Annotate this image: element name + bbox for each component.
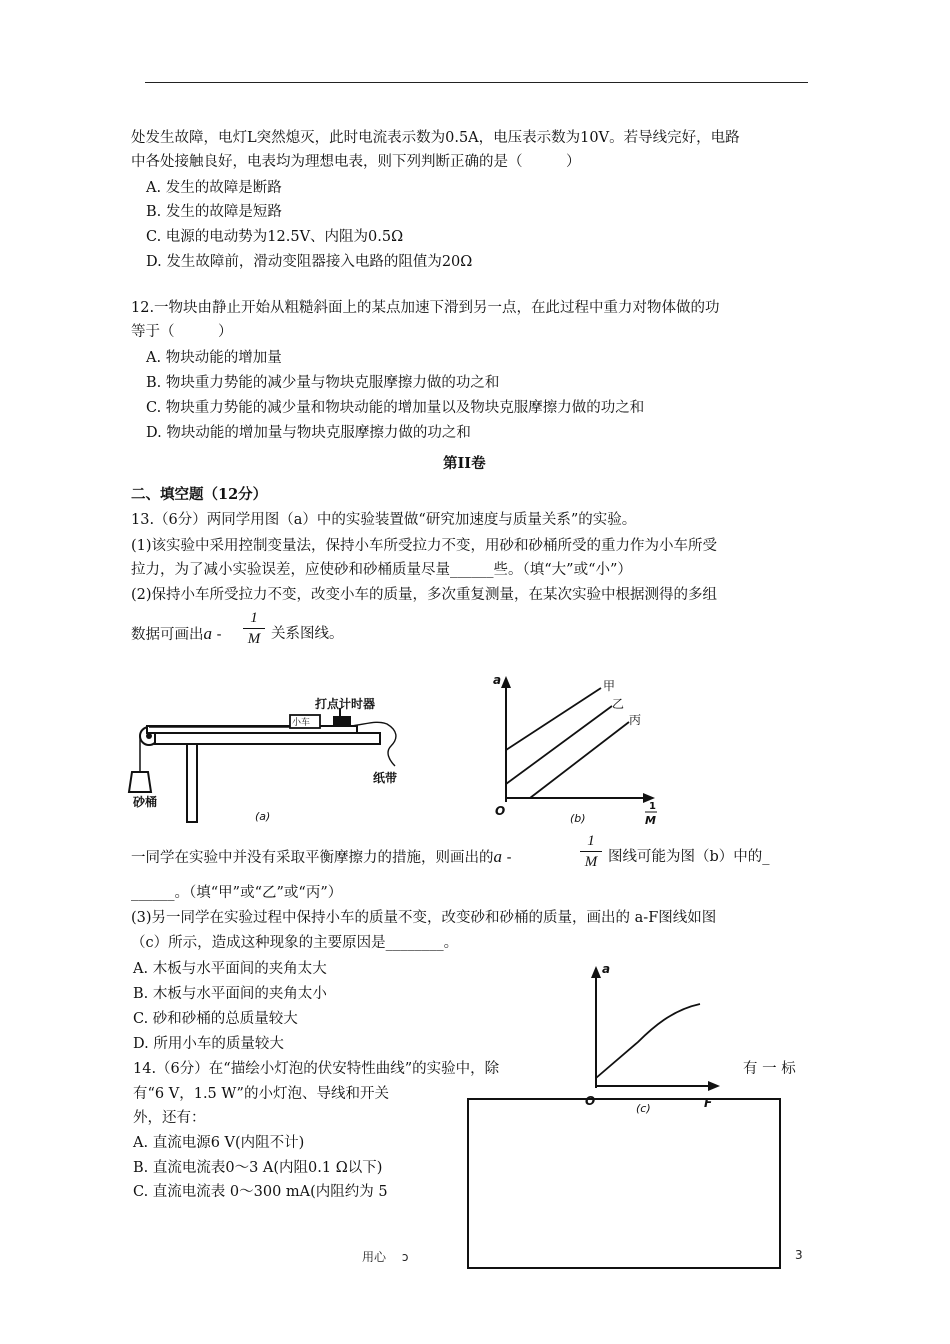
b-label-jia: 甲 — [603, 679, 616, 693]
figure-c-graph — [580, 960, 740, 1120]
q13-option-c: C. 砂和砂桶的总质量较大 — [133, 1011, 298, 1027]
volume-title: 第II卷 — [443, 455, 486, 472]
fraction2-denominator: M — [584, 854, 598, 870]
q13-line5-pre: 数据可画出 — [131, 627, 204, 643]
dash: - — [212, 627, 222, 643]
q12-option-c: C. 物块重力势能的减少量和物块动能的增加量以及物块克服摩擦力做的功之和 — [146, 400, 645, 416]
figure-a-caption: (a) — [255, 810, 271, 823]
q13-line7: ______。（填“甲”或“乙”或“丙”） — [131, 885, 343, 901]
c-x-label: F — [704, 1096, 713, 1110]
b-label-yi: 乙 — [612, 697, 625, 711]
q13-line3: 拉力，为了减小实验误差，应使砂和砂桶质量尽量______些。（填“大”或“小”） — [131, 562, 632, 578]
fraction2-numerator: 1 — [587, 833, 595, 849]
c-origin-label: O — [585, 1094, 596, 1108]
figure-a-tape-label: 纸带 — [373, 771, 398, 785]
fraction-1-over-m — [243, 609, 265, 648]
figure-a-timer-label: 打点计时器 — [315, 697, 376, 711]
q11-option-c: C. 电源的电动势为12.5V、内阻为0.5Ω — [146, 229, 404, 245]
q14-line1: 14.（6分）在“描绘小灯泡的伏安特性曲线”的实验中，除 — [133, 1061, 500, 1077]
c-x-arrow — [708, 1081, 720, 1091]
q14-option-a: A. 直流电源6 V(内阻不计) — [133, 1135, 305, 1151]
footer-text: 用心 ɔ — [362, 1250, 409, 1264]
c-y-arrow — [591, 966, 601, 978]
figure-a-cart-label: 小车 — [292, 718, 311, 728]
q12-option-a: A. 物块动能的增加量 — [146, 350, 282, 366]
q11-line2: 中各处接触良好，电表均为理想电表，则下列判断正确的是（ ） — [131, 154, 581, 170]
b-label-bing: 丙 — [629, 713, 642, 727]
b-origin-label: O — [495, 804, 506, 818]
q13-line5 — [131, 624, 222, 645]
q11-option-d: D. 发生故障前，滑动变阻器接入电路的阻值为20Ω — [146, 254, 473, 270]
q14-line1-right: 有 一 标 — [743, 1061, 796, 1077]
b-line-jia — [506, 688, 601, 750]
header-rule — [145, 82, 808, 83]
c-y-label: a — [602, 962, 611, 976]
b-y-label: a — [493, 673, 502, 687]
c-caption: (c) — [636, 1102, 651, 1115]
sand-bucket — [129, 772, 151, 792]
q12-line2: 等于（ ） — [131, 324, 233, 340]
q13-option-b: B. 木板与水平面间的夹角太小 — [133, 986, 327, 1002]
q13-option-d: D. 所用小车的质量较大 — [133, 1036, 284, 1052]
q12-option-d: D. 物块动能的增加量与物块克服摩擦力做的功之和 — [146, 425, 471, 441]
fraction-1-over-m-2 — [580, 832, 602, 871]
q13-line8: (3)另一同学在实验过程中保持小车的质量不变，改变砂和砂桶的质量，画出的 a-F图线如图 — [131, 910, 717, 926]
timer-device — [333, 716, 351, 725]
q13-option-a: A. 木板与水平面间的夹角太大 — [133, 961, 327, 977]
q13-line2: (1)该实验中采用控制变量法，保持小车所受拉力不变，用砂和砂桶所受的重力作为小车所受 — [131, 538, 718, 554]
c-curve — [596, 1004, 700, 1078]
table-top — [155, 733, 380, 744]
q13-line6-pre: 一同学在实验中并没有采取平衡摩擦力的措施，则画出的 — [131, 850, 494, 866]
b-line-bing — [530, 722, 629, 798]
b-x-label-num: 1 — [649, 801, 656, 812]
figure-a-bucket-label: 砂桶 — [133, 795, 158, 809]
fraction-numerator: 1 — [250, 610, 258, 626]
fraction-bar — [243, 628, 265, 629]
dash-2: - — [502, 850, 512, 866]
figure-b-graph — [485, 672, 685, 832]
var-a-2: a — [493, 847, 502, 866]
table-leg — [187, 744, 197, 822]
q14-line2: 有“6 V，1.5 W”的小灯泡、导线和开关 — [133, 1086, 389, 1102]
q13-line6-post: 图线可能为图（b）中的_ — [608, 849, 770, 865]
q12-line1: 12.一物块由静止开始从粗糙斜面上的某点加速下滑到另一点，在此过程中重力对物体做的功 — [131, 300, 720, 316]
answer-box — [467, 1098, 781, 1269]
q13-line4: (2)保持小车所受拉力不变，改变小车的质量，多次重复测量，在某次实验中根据测得的多组 — [131, 587, 718, 603]
q13-line6 — [131, 847, 512, 868]
section2-title: 二、填空题（12分） — [131, 486, 268, 503]
b-line-yi — [506, 706, 612, 784]
b-caption: (b) — [570, 812, 586, 825]
q13-line1: 13.（6分）两同学用图（a）中的实验装置做“研究加速度与质量关系”的实验。 — [131, 512, 637, 528]
b-x-label-den: M — [645, 814, 656, 827]
b-y-arrow — [501, 676, 511, 688]
fraction2-bar — [580, 851, 602, 852]
q11-line1: 处发生故障，电灯L突然熄灭，此时电流表示数为0.5A，电压表示数为10V。若导线完好，电路 — [131, 130, 740, 146]
q13-line9: （c）所示，造成这种现象的主要原因是________。 — [131, 935, 459, 951]
q11-option-a: A. 发生的故障是断路 — [146, 180, 282, 196]
q14-option-c: C. 直流电流表 0～300 mA(内阻约为 5 — [133, 1184, 388, 1200]
q14-line3: 外，还有： — [133, 1110, 206, 1126]
figure-a-apparatus — [125, 680, 445, 825]
fraction-denominator: M — [247, 631, 261, 647]
var-a: a — [203, 624, 212, 643]
page-number: 3 — [795, 1248, 803, 1262]
q13-line5-post: 关系图线。 — [271, 626, 344, 642]
q12-option-b: B. 物块重力势能的减少量与物块克服摩擦力做的功之和 — [146, 375, 500, 391]
q14-option-b: B. 直流电流表0～3 A(内阻0.1 Ω以下) — [133, 1160, 383, 1176]
q11-option-b: B. 发生的故障是短路 — [146, 204, 282, 220]
